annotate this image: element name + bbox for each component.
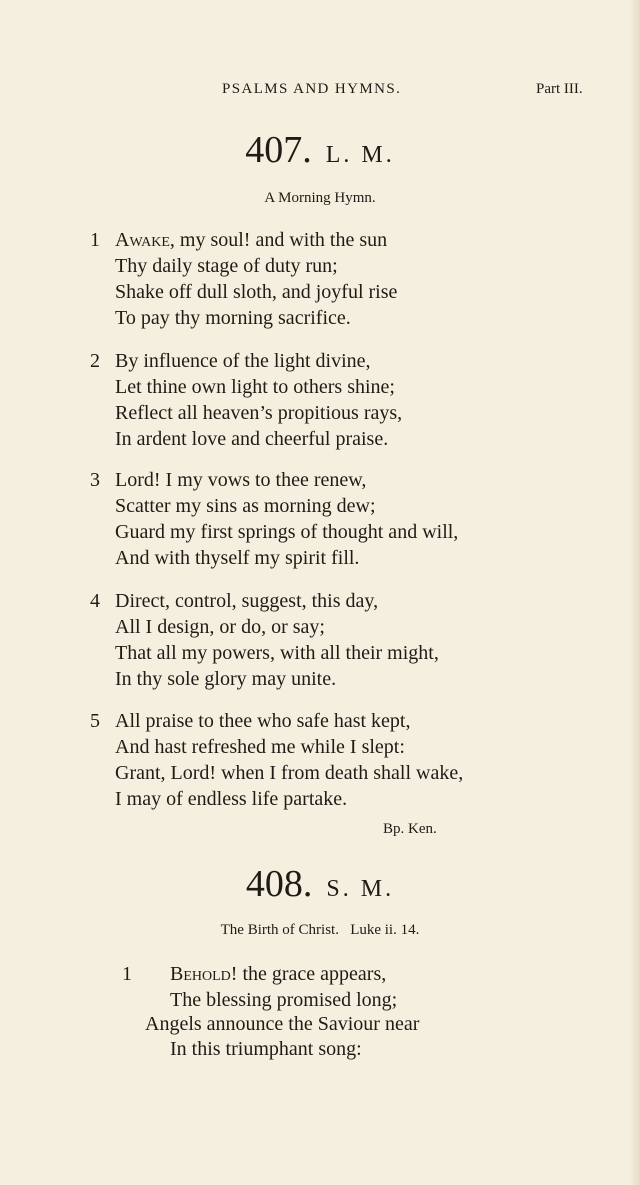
verse-line: Angels announce the Saviour near — [145, 1013, 420, 1035]
verse-line: That all my powers, with all their might, — [115, 642, 439, 664]
stanza-number: 1 — [122, 963, 132, 985]
stanza-number: 1 — [90, 229, 100, 251]
verse-line — [115, 229, 387, 252]
stanza-number: 5 — [90, 710, 100, 732]
stanza-number: 3 — [90, 469, 100, 491]
first-word: Behold — [170, 963, 231, 985]
verse-line: To pay thy morning sacrifice. — [115, 307, 351, 329]
verse-line: The blessing promised long; — [170, 989, 398, 1011]
verse-line: All praise to thee who safe hast kept, — [115, 710, 411, 732]
verse-line: Guard my first springs of thought and will, — [115, 521, 459, 543]
hymn-407-subtitle: A Morning Hymn. — [264, 190, 376, 206]
verse-line: By influence of the light divine, — [115, 350, 371, 372]
verse-line: Thy daily stage of duty run; — [115, 255, 338, 277]
verse-line: I may of endless life partake. — [115, 788, 348, 810]
hymn-407-attribution: Bp. Ken. — [383, 821, 437, 837]
verse-line: And hast refreshed me while I slept: — [115, 736, 405, 758]
verse-line: In this triumphant song: — [170, 1038, 362, 1060]
verse-line: In ardent love and cheerful praise. — [115, 428, 389, 450]
verse-line: Direct, control, suggest, this day, — [115, 590, 379, 612]
hymn-407-heading — [0, 128, 640, 172]
verse-line: Scatter my sins as morning dew; — [115, 495, 376, 517]
running-head-title: PSALMS AND HYMNS. — [222, 81, 402, 97]
stanza-number: 2 — [90, 350, 100, 372]
first-line-rest: ! the grace appears, — [230, 963, 387, 985]
verse-line: Reflect all heaven’s propitious rays, — [115, 402, 403, 424]
verse-line: In thy sole glory may unite. — [115, 668, 337, 690]
verse-line: All I design, or do, or say; — [115, 616, 325, 638]
verse-line: And with thyself my spirit fill. — [115, 547, 360, 569]
page-edge-shadow — [630, 0, 640, 1185]
hymn-408-subtitle: The Birth of Christ. Luke ii. 14. — [220, 922, 420, 938]
stanza-number: 4 — [90, 590, 100, 612]
verse-line: Shake off dull sloth, and joyful rise — [115, 281, 398, 303]
verse-line: Grant, Lord! when I from death shall wake, — [115, 762, 464, 784]
verse-line — [170, 963, 386, 986]
hymn-number: 407. — [245, 129, 312, 171]
first-line-rest: my soul! and with the sun — [174, 229, 388, 251]
first-word: Awake, — [115, 229, 175, 251]
running-head-part: Part III. — [536, 81, 583, 97]
running-head — [0, 81, 640, 101]
verse-line: Let thine own light to others shine; — [115, 376, 395, 398]
hymn-meter: L. M. — [325, 142, 395, 168]
hymn-408-heading — [0, 862, 640, 906]
hymn-meter: S. M. — [326, 876, 395, 902]
verse-line: Lord! I my vows to thee renew, — [115, 469, 367, 491]
hymn-number: 408. — [245, 863, 313, 905]
